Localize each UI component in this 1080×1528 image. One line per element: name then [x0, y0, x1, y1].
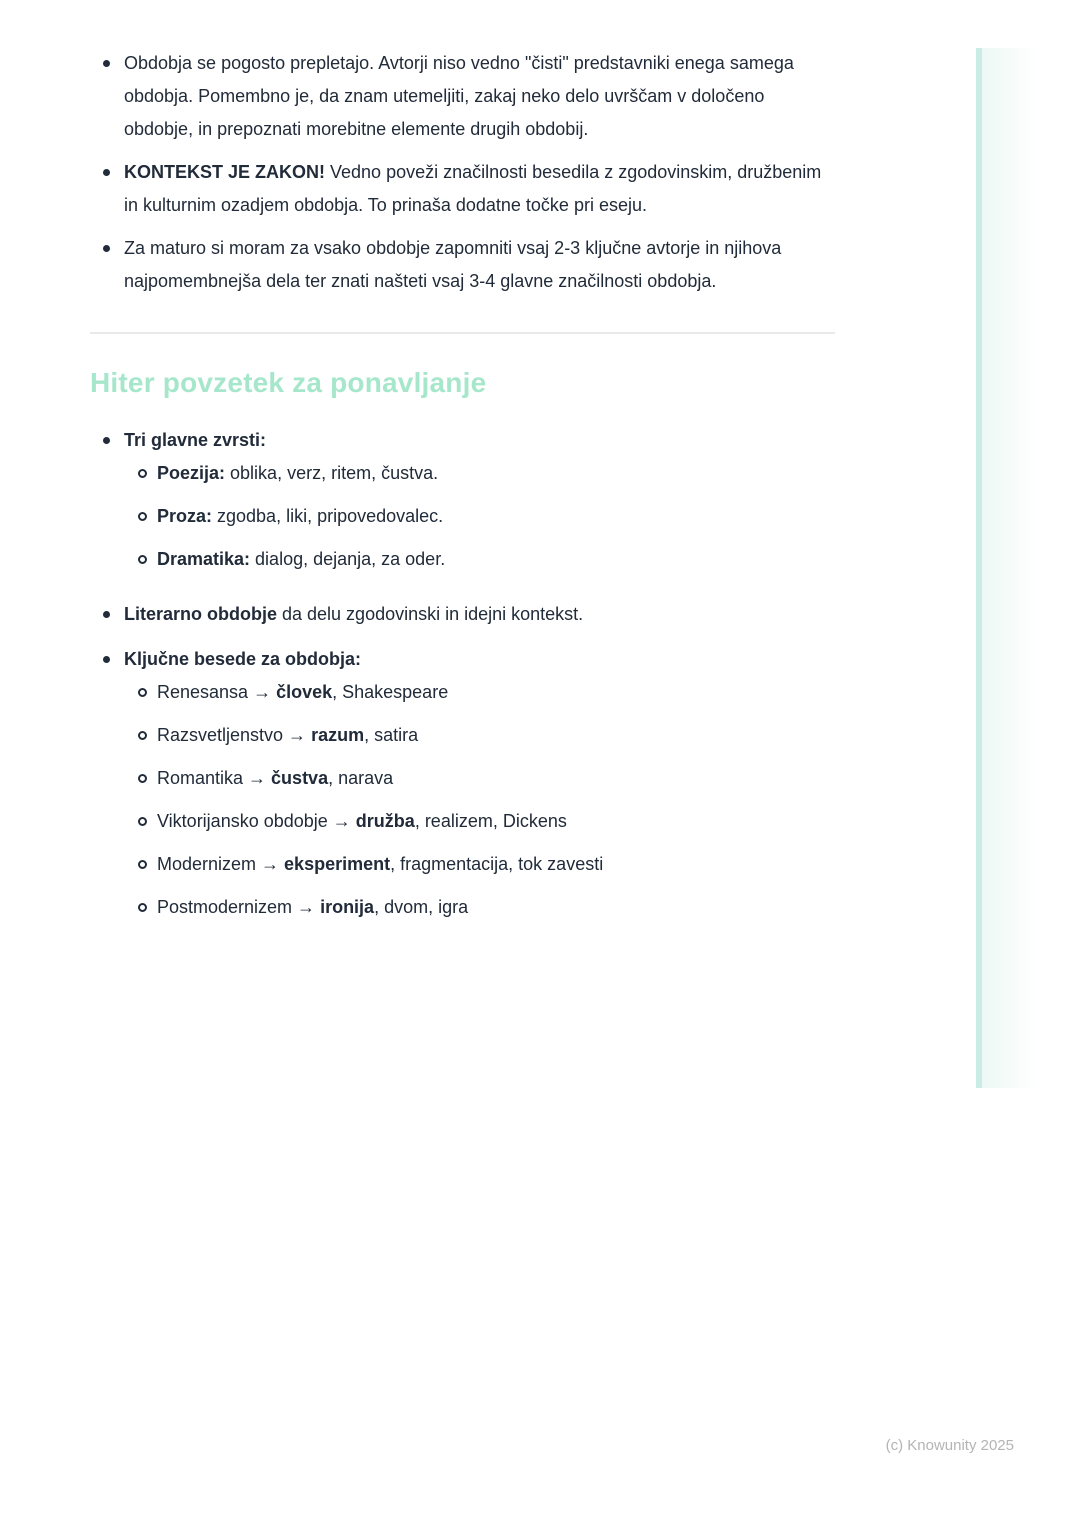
list-item-body: Za maturo si moram za vsako obdobje zapomniti vsaj 2-3 ključne avtorje in njihova najpomembnejša dela ter znati našteti vsaj 3-4 glavne značilnosti obdobja. — [124, 238, 782, 291]
genres-title: Tri glavne zvrsti: — [124, 430, 267, 450]
genre-desc: dialog, dejanja, za oder. — [250, 549, 446, 569]
list-item-text — [124, 156, 835, 222]
divider — [90, 332, 835, 334]
list-item-text — [157, 543, 835, 576]
circle-bullet-icon — [138, 774, 147, 783]
list-item — [90, 643, 835, 934]
list-item-text — [124, 424, 835, 457]
list-item-text — [124, 643, 835, 676]
list-item-text — [124, 47, 835, 146]
keywords-title: Ključne besede za obdobja: — [124, 649, 362, 669]
list-item-body: da delu zgodovinski in idejni kontekst. — [277, 604, 584, 624]
list-item — [138, 805, 835, 838]
page-accent-bar — [976, 48, 1046, 1088]
circle-bullet-icon — [138, 731, 147, 740]
keyword-term: človek — [276, 682, 333, 702]
circle-bullet-icon — [138, 688, 147, 697]
keyword-extra: , realizem, Dickens — [414, 811, 567, 831]
list-item-text — [157, 457, 835, 490]
list-item — [138, 762, 835, 795]
notes-content — [90, 47, 835, 934]
list-item — [90, 598, 835, 631]
keyword-term: družba — [355, 811, 415, 831]
list-item-body: Vedno poveži značilnosti besedila z zgodovinskim, družbenim in kulturnim ozadjem obdobja. To prinaša dodatne točke pri eseju. — [124, 162, 822, 215]
summary-list — [90, 424, 835, 934]
keyword-term: razum — [311, 725, 365, 745]
list-item — [138, 676, 835, 709]
genres-sublist — [124, 457, 835, 576]
list-item — [138, 891, 835, 924]
bullet-icon — [103, 656, 110, 663]
keyword-period: Viktorijansko obdobje → — [157, 811, 356, 831]
list-item-body: Obdobja se pogosto prepletajo. Avtorji niso vedno "čisti" predstavniki enega samega obdobja. Pomembno je, da znam utemeljiti, zakaj neko delo uvrščam v določeno obdobje, in prepoznati morebitne elemente drugih obdobij. — [124, 53, 794, 139]
bullet-icon — [103, 60, 110, 67]
keyword-period: Modernizem → — [157, 854, 285, 874]
section-heading: Hiter povzetek za ponavljanje — [90, 367, 487, 398]
genre-desc: zgodba, liki, pripovedovalec. — [212, 506, 444, 526]
list-item — [138, 500, 835, 533]
bullet-icon — [103, 611, 110, 618]
list-item — [90, 424, 835, 586]
genre-label: Proza: — [157, 506, 213, 526]
list-item — [90, 232, 835, 298]
list-item — [138, 719, 835, 752]
list-item-text — [124, 598, 835, 631]
list-item-bold: KONTEKST JE ZAKON! — [124, 162, 326, 182]
list-item-text — [124, 232, 835, 298]
list-item — [138, 543, 835, 576]
list-item — [90, 156, 835, 222]
list-item-body — [124, 424, 835, 586]
circle-bullet-icon — [138, 512, 147, 521]
circle-bullet-icon — [138, 817, 147, 826]
list-item-text — [157, 891, 835, 924]
bullet-icon — [103, 245, 110, 252]
keywords-sublist — [124, 676, 835, 924]
list-item-bold: Literarno obdobje — [124, 604, 277, 624]
keyword-term: ironija — [320, 897, 375, 917]
keyword-extra: , narava — [328, 768, 394, 788]
keyword-period: Renesansa → — [157, 682, 277, 702]
circle-bullet-icon — [138, 860, 147, 869]
keyword-extra: , satira — [364, 725, 419, 745]
genre-label: Dramatika: — [157, 549, 251, 569]
keyword-period: Romantika → — [157, 768, 272, 788]
bullet-icon — [103, 169, 110, 176]
keyword-extra: , dvom, igra — [374, 897, 469, 917]
keyword-term: čustva — [271, 768, 329, 788]
list-item-text — [157, 676, 835, 709]
keyword-extra: , Shakespeare — [332, 682, 449, 702]
circle-bullet-icon — [138, 903, 147, 912]
keyword-period: Razsvetljenstvo → — [157, 725, 312, 745]
circle-bullet-icon — [138, 469, 147, 478]
circle-bullet-icon — [138, 555, 147, 564]
list-item-text — [157, 848, 835, 881]
list-item-text — [157, 719, 835, 752]
genre-label: Poezija: — [157, 463, 226, 483]
bullet-icon — [103, 437, 110, 444]
list-item-text — [157, 500, 835, 533]
list-item — [90, 47, 835, 146]
keyword-period: Postmodernizem → — [157, 897, 321, 917]
list-item — [138, 848, 835, 881]
copyright-text: (c) Knowunity 2025 — [885, 1437, 1014, 1454]
genre-desc: oblika, verz, ritem, čustva. — [225, 463, 439, 483]
list-item — [138, 457, 835, 490]
list-item-text — [157, 805, 835, 838]
keyword-extra: , fragmentacija, tok zavesti — [390, 854, 604, 874]
list-item-body — [124, 643, 835, 934]
list-item-text — [157, 762, 835, 795]
notes-list — [90, 47, 835, 298]
keyword-term: eksperiment — [284, 854, 391, 874]
